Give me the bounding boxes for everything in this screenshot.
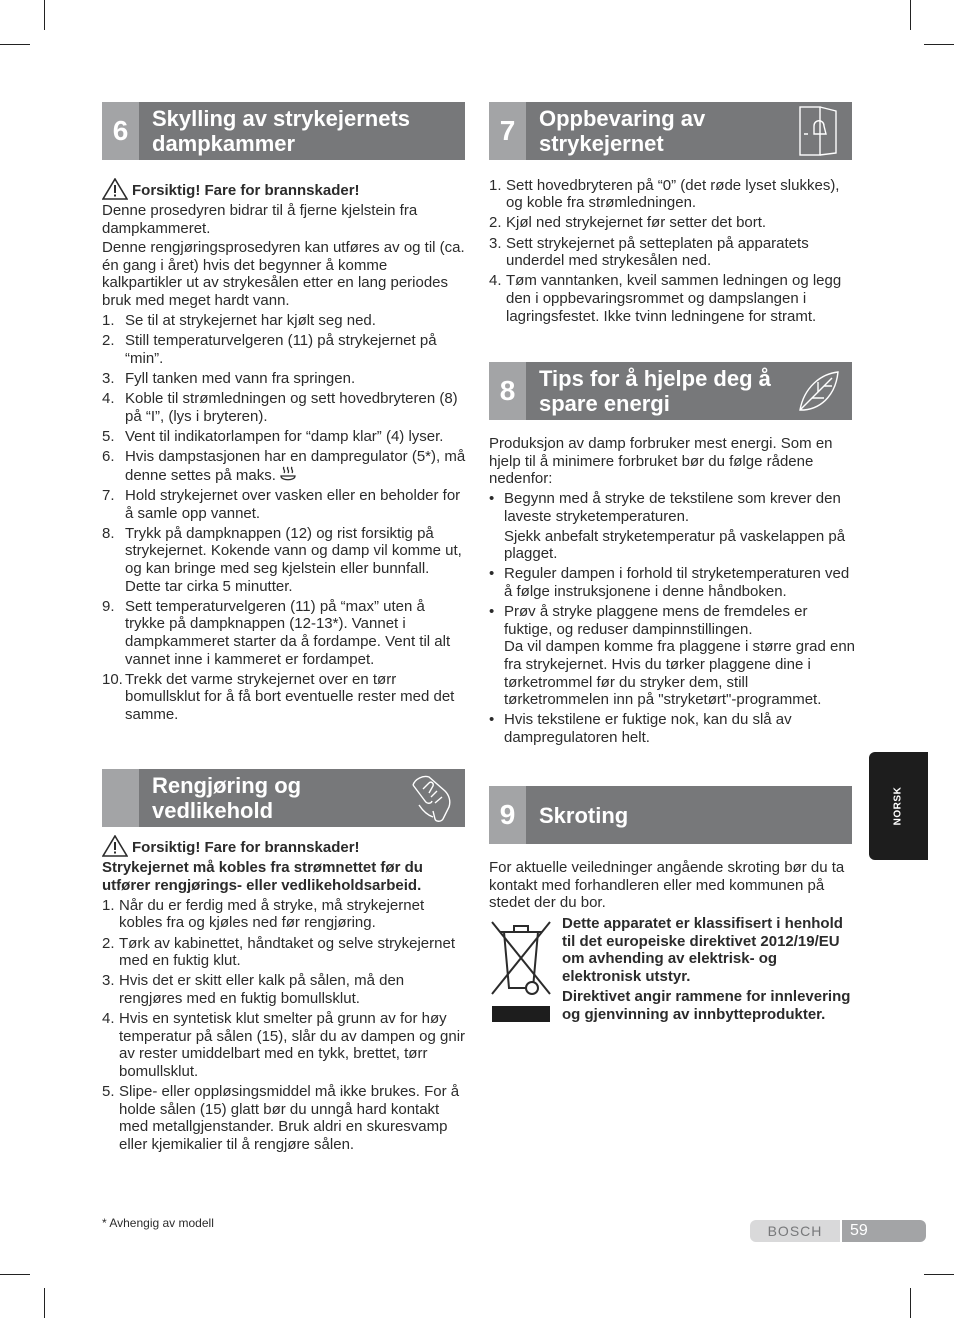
bullet-list	[489, 490, 855, 746]
step-item	[102, 428, 468, 446]
step-text: Trykk på dampknappen (12) og rist forsiktig på strykejernet. Kokende vann og damp vil komme ut, og kan bringe med seg kjelstein eller bunnfall. Dette tar cirka 5 minutter.	[125, 524, 462, 595]
warning-icon	[102, 178, 128, 200]
section-title: Skroting	[539, 802, 629, 828]
step-number: 9.	[102, 597, 115, 615]
step-number: 6.	[102, 448, 115, 466]
cleaning-body	[102, 835, 468, 1153]
section-number: 7	[489, 102, 526, 160]
paragraph: Denne prosedyren bidrar til å fjerne kjelstein fra dampkammeret.	[102, 202, 418, 237]
crop-mark	[0, 44, 30, 45]
section-6-header	[102, 102, 465, 160]
crop-mark	[924, 1274, 954, 1275]
step-number: 2.	[102, 332, 115, 350]
weee-paragraph: Dette apparatet er klassifisert i henhold til det europeiske direktivet 2012/19/EU om avhending av elektrisk- og elektronisk utstyr.	[562, 915, 843, 985]
bullet-text: Reguler dampen i forhold til stryketemperaturen ved å følge instruksjonene i denne håndboken.	[504, 565, 850, 600]
bullet-text: Begynn med å stryke de tekstilene som krever den laveste stryketemperaturen.	[504, 490, 841, 525]
step-list	[489, 177, 855, 326]
section-title: Skylling av strykejernets dampkammer	[152, 106, 411, 156]
step-number: 4.	[489, 272, 502, 290]
step-item	[489, 214, 855, 232]
section-8-body	[489, 435, 855, 746]
step-item	[102, 487, 468, 522]
step-item	[102, 312, 468, 330]
step-text: Kjøl ned strykejernet før setter det bort.	[506, 214, 767, 232]
paragraph: Produksjon av damp forbruker mest energi. Som en hjelp til å minimere forbruket bør du følge rådene nedenfor:	[489, 435, 833, 488]
step-item	[102, 1083, 468, 1153]
language-tab	[869, 752, 928, 860]
section-7-body	[489, 174, 855, 325]
steam-max-icon	[280, 466, 296, 482]
warning-text: Forsiktig! Fare for brannskader!	[132, 839, 360, 857]
step-item	[489, 272, 855, 325]
step-text: Sett temperaturvelgeren (11) på “max” uten å trykke på dampknappen (12-13*). Vannet i dampkammeret starter da å fordampe. Vent til alt vannet inne i kammeret er fordampet.	[125, 597, 451, 668]
bullet-dot: •	[489, 565, 495, 583]
bullet-item	[489, 490, 855, 562]
section-title: Tips for å hjelpe deg å spare energi	[539, 366, 771, 416]
bullet-text: Hvis tekstilene er fuktige nok, kan du slå av dampregulatoren helt.	[504, 711, 792, 746]
step-item	[102, 370, 468, 388]
warning-text: Forsiktig! Fare for brannskader!	[132, 182, 360, 200]
section-title: Rengjøring og vedlikehold	[152, 773, 302, 823]
warning-line	[102, 178, 468, 200]
step-text: Still temperaturvelgeren (11) på strykejernet på “min”.	[125, 332, 437, 367]
paragraph: Denne rengjøringsprosedyren kan utføres av og til (ca. én gang i året) hvis det begynner å komme kalkpartikler ut av strykesålen etter en lang periodes bruk med meget hardt vann.	[102, 239, 465, 309]
paragraph: For aktuelle veiledninger angående skroting bør du ta kontakt med forhandleren eller med kommunen på stedet der du bor.	[489, 859, 845, 912]
step-text: Hvis en syntetisk klut smelter på grunn av for høy temperatur på sålen (15), slår du av dampen og gnir av rester umiddelbart med en tykk, brettet, tørr bomullsklut.	[119, 1010, 466, 1080]
step-number: 8.	[102, 524, 115, 542]
step-item	[102, 1010, 468, 1080]
step-item	[102, 972, 468, 1007]
bullet-dot: •	[489, 603, 495, 621]
section-6-body	[102, 178, 468, 724]
step-text: Sett strykejernet på setteplaten på apparatets underdel med strykesålen ned.	[506, 234, 809, 270]
step-number: 1.	[102, 896, 115, 914]
step-text: Tørk av kabinettet, håndtaket og selve strykejernet med en fuktig klut.	[119, 934, 455, 970]
section-number: 6	[102, 102, 139, 160]
section-8-header	[489, 362, 852, 420]
leaf-icon	[792, 364, 846, 418]
crop-mark	[0, 1274, 30, 1275]
step-number: 3.	[102, 972, 115, 990]
warning-icon	[102, 835, 128, 857]
step-list	[102, 312, 468, 723]
cleaning-header	[102, 769, 465, 827]
step-text: Se til at strykejernet har kjølt seg ned.	[125, 312, 376, 330]
bullet-item	[489, 711, 855, 746]
bullet-extra: Sjekk anbefalt stryketemperatur på vaskelappen på plagget.	[504, 527, 846, 563]
weee-bin-icon	[490, 918, 552, 1022]
step-number: 3.	[102, 370, 115, 388]
step-text: Hvis dampstasjonen har en dampregulator (5*), må denne settes på maks.	[125, 448, 466, 484]
step-item	[102, 897, 468, 932]
section-7-header	[489, 102, 852, 160]
step-number: 10.	[102, 670, 123, 688]
step-number: 2.	[489, 214, 502, 232]
crop-mark	[44, 1288, 45, 1318]
step-text: Når du er ferdig med å stryke, må strykejernet kobles fra og kjøles ned før rengjøring.	[119, 896, 425, 932]
bold-note: Strykejernet må kobles fra strømnettet før du utfører rengjørings- eller vedlikeholdsarbeid.	[102, 859, 423, 894]
section-number-blank	[102, 769, 139, 827]
step-number: 2.	[102, 934, 115, 952]
bullet-extra: Da vil dampen komme fra plaggene i større grad enn fra strykejernet. Hvis du tørker plaggene dine i tørketrommel før du stryker dem, still tørketrommelen inn på "stryketørt"-programmet.	[504, 638, 856, 709]
step-item	[102, 671, 468, 724]
step-text: Trekk det varme strykejernet over en tørr bomullsklut for å få bort eventuelle rester med det samme.	[125, 670, 455, 723]
bullet-dot: •	[489, 490, 495, 508]
footer-brand: BOSCH	[750, 1220, 840, 1242]
footnote: * Avhengig av modell	[102, 1216, 214, 1230]
step-item	[102, 598, 468, 668]
step-number: 4.	[102, 390, 115, 408]
step-item	[102, 390, 468, 425]
section-9-body	[489, 859, 855, 912]
step-item	[489, 235, 855, 270]
language-tab-label: NORSK	[892, 786, 904, 826]
step-text: Sett hovedbryteren på “0” (det røde lyset slukkes), og koble fra strømledningen.	[506, 176, 840, 212]
weee-paragraph: Direktivet angir rammene for innlevering og gjenvinning av innbytteprodukter.	[562, 988, 851, 1023]
step-item	[102, 525, 468, 595]
step-text: Hvis det er skitt eller kalk på sålen, må den rengjøres med en fuktig bomullsklut.	[119, 972, 405, 1007]
section-9-header	[489, 786, 852, 844]
step-text: Koble til strømledningen og sett hovedbryteren (8) på “I”, (lys i bryteren).	[125, 390, 458, 425]
crop-mark	[910, 1288, 911, 1318]
section-title: Oppbevaring av strykejernet	[539, 106, 706, 156]
step-item	[102, 448, 468, 484]
storage-cabinet-icon	[792, 104, 846, 158]
cleaning-hand-icon	[405, 771, 459, 825]
crop-mark	[44, 0, 45, 30]
warning-line	[102, 835, 468, 857]
bullet-text: Prøv å stryke plaggene mens de fremdeles er fuktige, og reduser dampinnstillingen.	[504, 603, 808, 638]
bullet-dot: •	[489, 711, 495, 729]
step-number: 5.	[102, 428, 115, 446]
crop-mark	[910, 0, 911, 30]
step-text: Hold strykejernet over vasken eller en beholder for å samle opp vannet.	[125, 487, 461, 522]
section-number: 8	[489, 362, 526, 420]
step-text: Fyll tanken med vann fra springen.	[125, 370, 356, 388]
section-number: 9	[489, 786, 526, 844]
step-item	[489, 177, 855, 212]
step-number: 1.	[102, 312, 115, 330]
bullet-item	[489, 565, 855, 600]
step-text: Vent til indikatorlampen for “damp klar” (4) lyser.	[125, 428, 444, 446]
step-text: Slipe- eller oppløsingsmiddel må ikke brukes. For å holde sålen (15) glatt bør du unngå hard kontakt med metallgjenstander. Bruk aldri en skuresvamp eller kjemikalier til å rengjøre sålen.	[119, 1083, 460, 1153]
bullet-item	[489, 603, 855, 709]
step-number: 1.	[489, 176, 502, 194]
page-number: 59	[842, 1220, 926, 1242]
step-item	[102, 935, 468, 970]
step-item	[102, 332, 468, 367]
weee-text	[562, 915, 854, 1024]
step-number: 5.	[102, 1083, 115, 1101]
step-number: 7.	[102, 487, 115, 505]
crop-mark	[924, 44, 954, 45]
step-list	[102, 897, 468, 1154]
step-number: 3.	[489, 234, 502, 252]
step-text: Tøm vanntanken, kveil sammen ledningen og legg den i oppbevaringsrommet og dampslangen i lagringsfestet. Ikke tvinn ledningene for stramt.	[506, 272, 842, 325]
step-number: 4.	[102, 1010, 115, 1028]
